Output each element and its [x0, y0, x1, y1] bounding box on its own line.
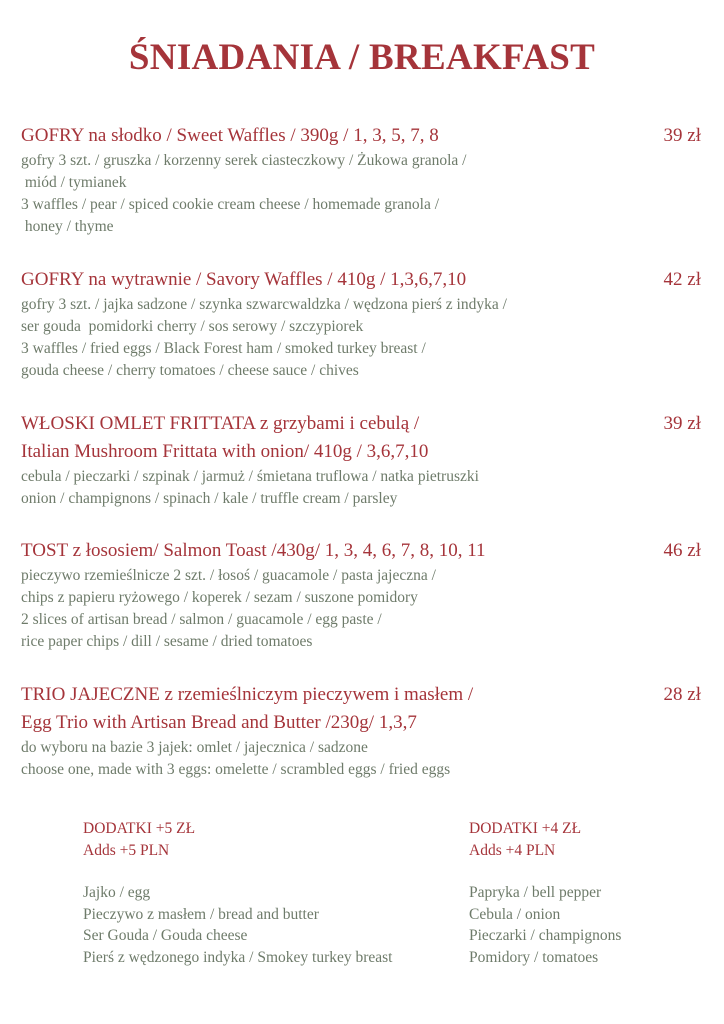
item-price: 39 zł — [663, 125, 701, 146]
item-description: choose one, made with 3 eggs: omelette / scrambled eggs / fried eggs — [21, 761, 451, 778]
item-description: onion / champignons / spinach / kale / truffle cream / parsley — [21, 490, 398, 507]
addon-item: Jajko / egg — [83, 884, 151, 901]
item-description: cebula / pieczarki / szpinak / jarmuż / śmietana truflowa / natka pietruszki — [21, 468, 479, 485]
item-description: gofry 3 szt. / jajka sadzone / szynka szwarcwaldzka / wędzona pierś z indyka / — [21, 296, 507, 313]
addon-item: Pieczarki / champignons — [469, 927, 622, 944]
item-description: 2 slices of artisan bread / salmon / guacamole / egg paste / — [21, 611, 382, 628]
item-description: do wyboru na bazie 3 jajek: omlet / jajecznica / sadzone — [21, 739, 368, 756]
item-name: TOST z łososiem/ Salmon Toast /430g/ 1, 3, 4, 6, 7, 8, 10, 11 — [21, 540, 486, 561]
page-title: ŚNIADANIA / BREAKFAST — [128, 37, 596, 78]
addons-heading-en: Adds +5 PLN — [83, 842, 170, 859]
addon-item: Papryka / bell pepper — [469, 884, 602, 901]
addon-item: Pieczywo z masłem / bread and butter — [83, 905, 319, 923]
item-price: 28 zł — [663, 684, 701, 705]
item-description: miód / tymianek — [21, 174, 127, 191]
item-name: TRIO JAJECZNE z rzemieślniczym pieczywem i masłem / — [21, 684, 474, 705]
item-description: chips z papieru ryżowego / koperek / sezam / suszone pomidory — [21, 589, 418, 606]
item-price: 39 zł — [663, 413, 701, 434]
item-description: ser gouda pomidorki cherry / sos serowy / szczypiorek — [21, 318, 364, 335]
addons-heading-pl: DODATKI +5 ZŁ — [83, 820, 196, 837]
item-description: gouda cheese / cherry tomatoes / cheese sauce / chives — [21, 362, 359, 379]
addons-heading-pl: DODATKI +4 ZŁ — [469, 820, 582, 837]
addons-group — [83, 818, 393, 968]
menu-item — [21, 266, 701, 382]
spacer — [83, 862, 383, 882]
item-description: 3 waffles / pear / spiced cookie cream cheese / homemade granola / — [21, 196, 440, 213]
item-description: gofry 3 szt. / gruszka / korzenny serek ciasteczkowy / Żukowa granola / — [21, 152, 467, 169]
item-description: rice paper chips / dill / sesame / dried tomatoes — [21, 633, 313, 650]
item-price: 42 zł — [663, 269, 701, 290]
addons-heading-en: Adds +4 PLN — [469, 842, 556, 859]
item-name: GOFRY na słodko / Sweet Waffles / 390g / 1, 3, 5, 7, 8 — [21, 125, 439, 146]
item-name: Italian Mushroom Frittata with onion/ 410g / 3,6,7,10 — [21, 441, 429, 462]
menu-item — [21, 122, 701, 238]
menu-item — [21, 537, 701, 653]
spacer — [469, 862, 724, 882]
addon-item: Pierś z wędzonego indyka / Smokey turkey breast — [83, 948, 393, 966]
item-description: 3 waffles / fried eggs / Black Forest ham / smoked turkey breast / — [21, 340, 426, 357]
item-price: 46 zł — [663, 540, 701, 561]
addons-group — [469, 818, 724, 968]
addon-item: Pomidory / tomatoes — [469, 948, 599, 966]
item-description: honey / thyme — [21, 218, 114, 235]
item-name: Egg Trio with Artisan Bread and Butter /230g/ 1,3,7 — [21, 712, 417, 733]
menu-item — [21, 681, 701, 781]
addon-item: Cebula / onion — [469, 905, 561, 923]
item-name: GOFRY na wytrawnie / Savory Waffles / 410g / 1,3,6,7,10 — [21, 269, 467, 290]
item-description: pieczywo rzemieślnicze 2 szt. / łosoś / guacamole / pasta jajeczna / — [21, 567, 436, 584]
item-name: WŁOSKI OMLET FRITTATA z grzybami i cebulą / — [21, 413, 420, 434]
addon-item: Ser Gouda / Gouda cheese — [83, 927, 248, 944]
menu-item — [21, 410, 701, 510]
